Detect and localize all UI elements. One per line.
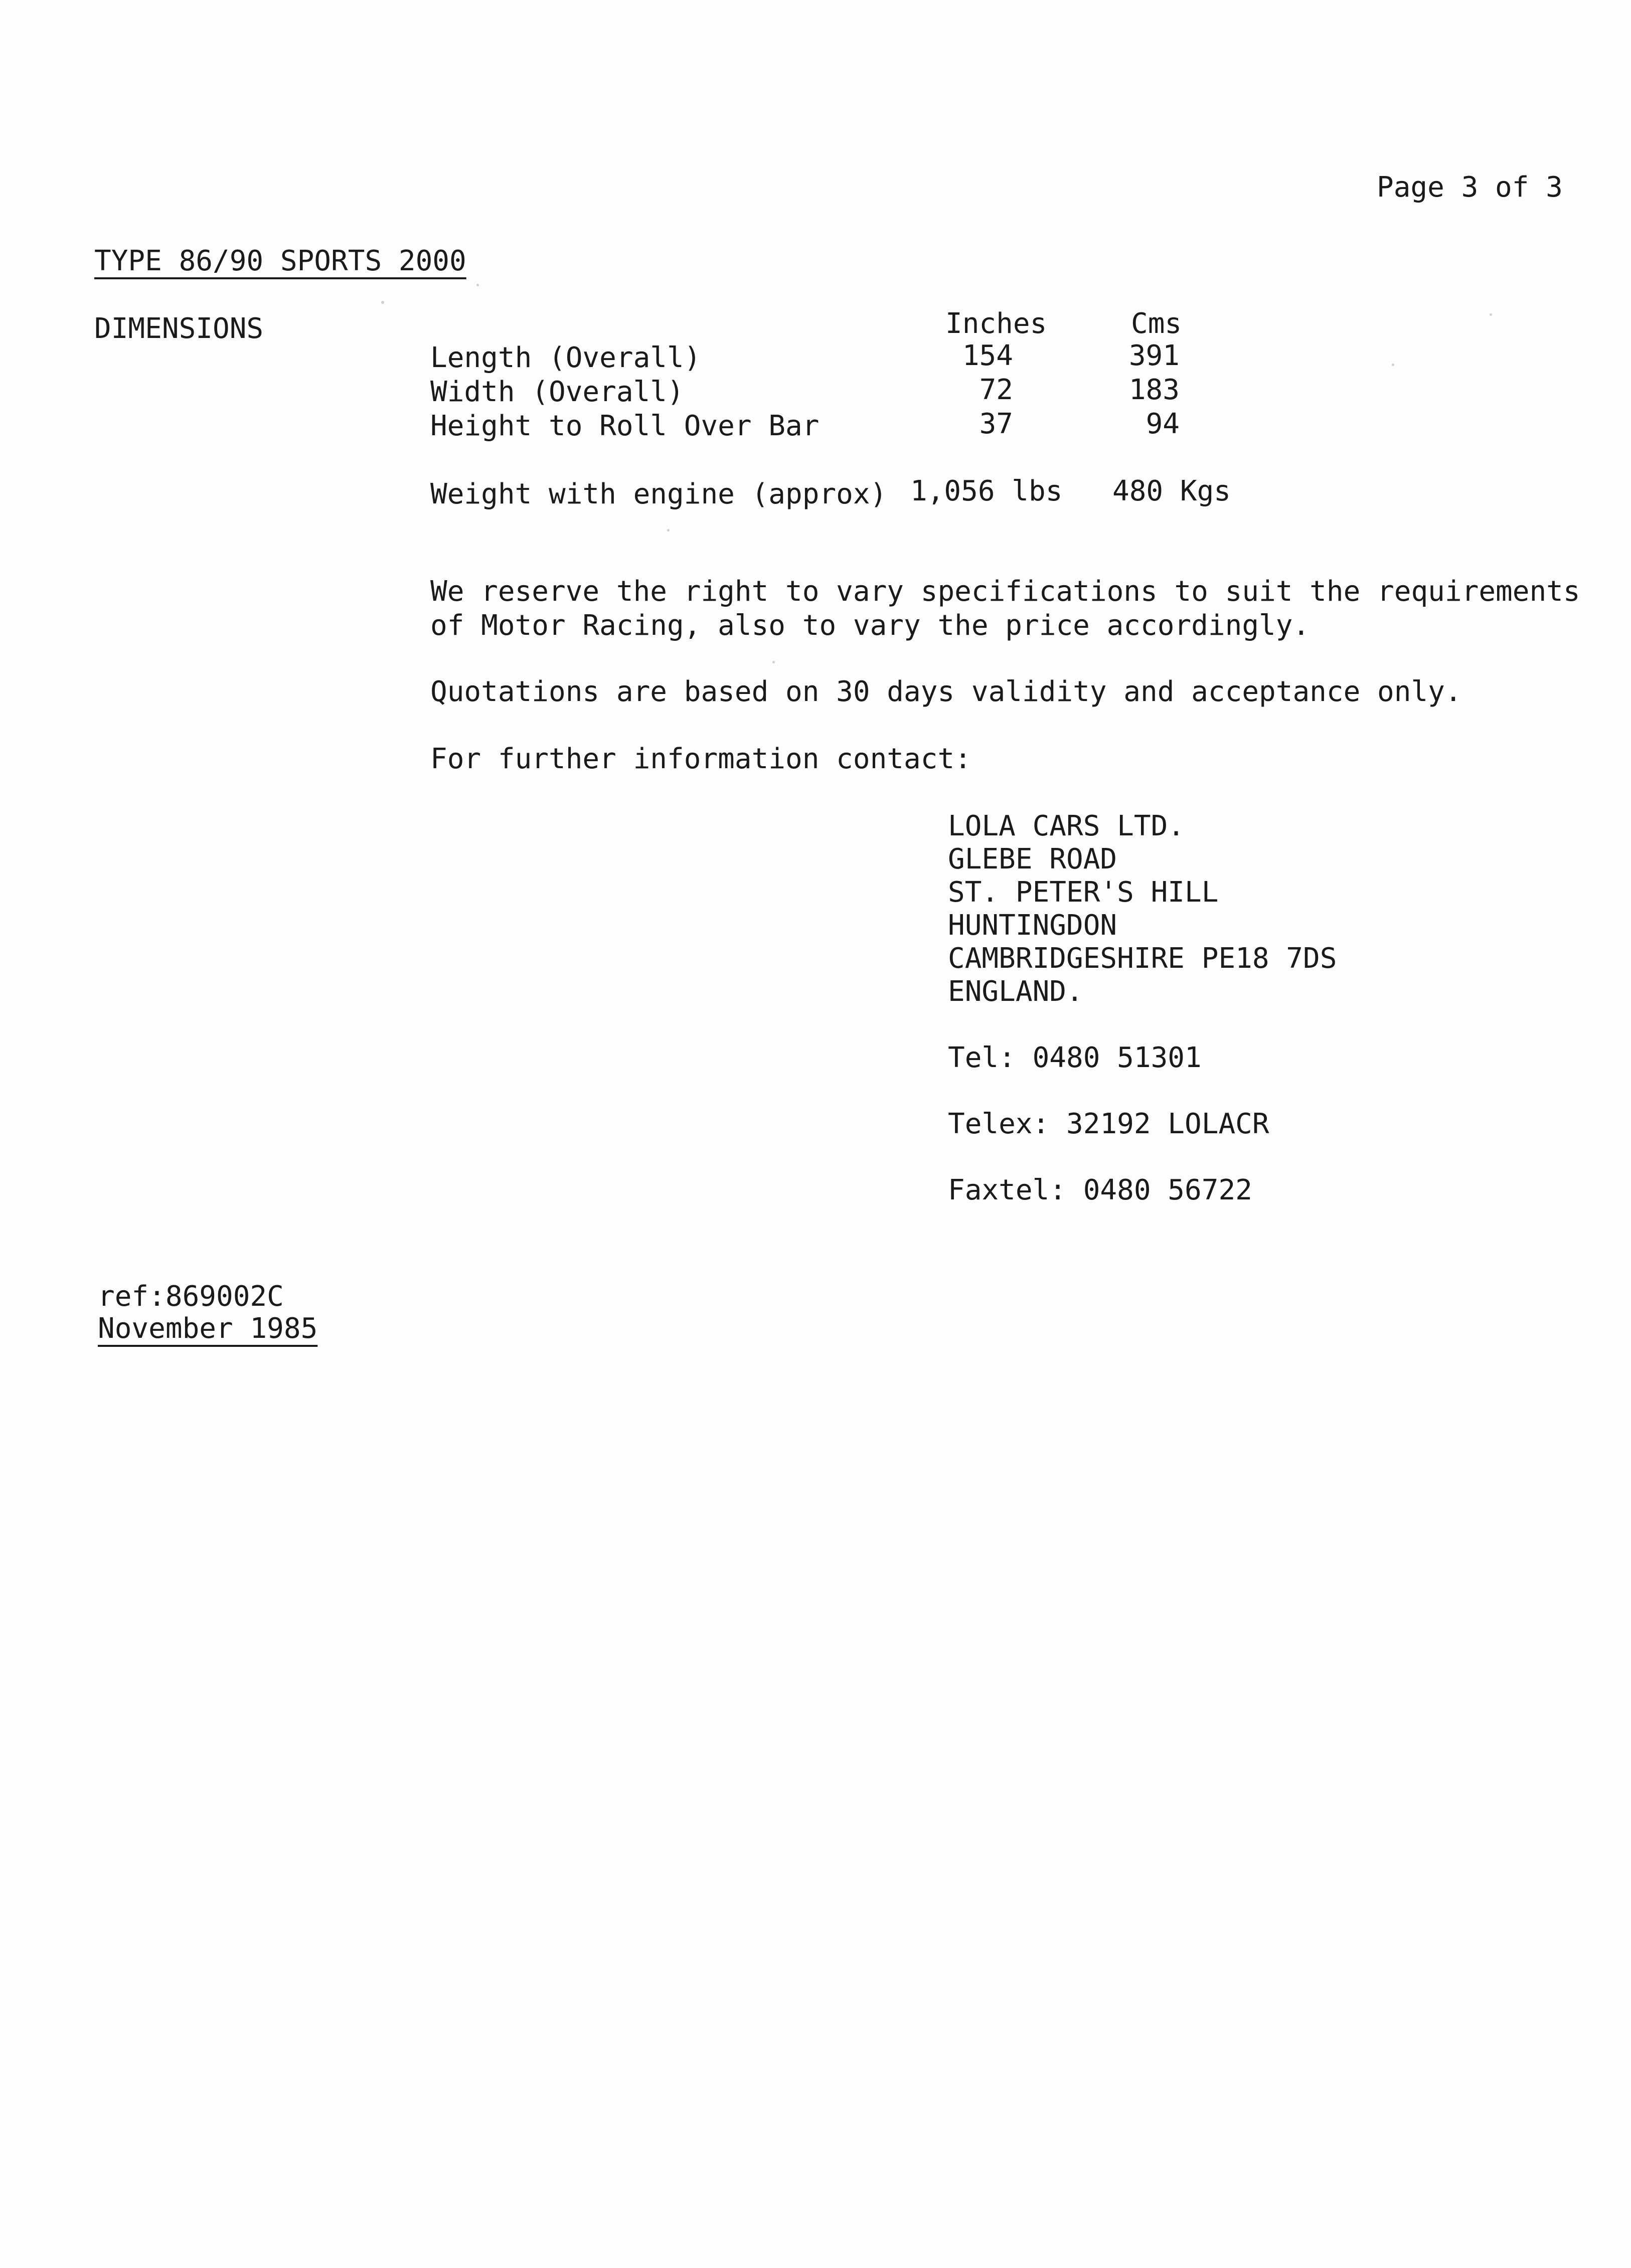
- weight-label: Weight with engine (approx): [430, 478, 887, 510]
- address-line: ST. PETER'S HILL: [948, 876, 1219, 909]
- telex: Telex: 32192 LOLACR: [948, 1108, 1269, 1140]
- quotation-notice: Quotations are based on 30 days validity and acceptance only.: [430, 675, 1462, 708]
- scan-speck: [667, 529, 670, 532]
- row-inches: 154: [962, 339, 1013, 372]
- address-line: CAMBRIDGESHIRE PE18 7DS: [948, 942, 1337, 975]
- row-inches: 72: [979, 374, 1013, 406]
- row-label: Height to Roll Over Bar: [430, 410, 820, 442]
- row-label: Width (Overall): [430, 376, 684, 408]
- reserve-notice-line-2: of Motor Racing, also to vary the price accordingly.: [430, 609, 1310, 642]
- document-title: TYPE 86/90 SPORTS 2000: [94, 245, 466, 277]
- row-inches: 37: [979, 408, 1013, 440]
- reserve-notice-line-1: We reserve the right to vary specifications to suit the requirements: [430, 575, 1580, 608]
- scan-speck: [476, 284, 479, 286]
- row-label: Length (Overall): [430, 341, 701, 374]
- row-cms: 94: [1146, 408, 1180, 440]
- scan-speck: [1392, 364, 1394, 366]
- scan-speck: [381, 301, 384, 304]
- document-date: November 1985: [98, 1312, 318, 1345]
- row-cms: 183: [1128, 374, 1180, 406]
- row-cms: 391: [1128, 339, 1180, 372]
- scan-speck: [772, 661, 775, 663]
- scan-speck: [1490, 313, 1492, 316]
- weight-lbs: 1,056 lbs: [910, 475, 1063, 507]
- address-line: LOLA CARS LTD.: [948, 810, 1185, 842]
- inches-column-header: Inches: [945, 307, 1047, 340]
- faxtel: Faxtel: 0480 56722: [948, 1174, 1252, 1206]
- address-line: GLEBE ROAD: [948, 843, 1117, 876]
- dimensions-heading: DIMENSIONS: [94, 312, 264, 345]
- telephone: Tel: 0480 51301: [948, 1041, 1202, 1074]
- cms-column-header: Cms: [1131, 307, 1182, 340]
- address-line: HUNTINGDON: [948, 909, 1117, 942]
- weight-kgs: 480 Kgs: [1112, 475, 1231, 507]
- address-line: ENGLAND.: [948, 975, 1083, 1008]
- page-number: Page 3 of 3: [1377, 171, 1563, 204]
- contact-intro: For further information contact:: [430, 743, 971, 775]
- reference-code: ref:869002C: [98, 1280, 284, 1313]
